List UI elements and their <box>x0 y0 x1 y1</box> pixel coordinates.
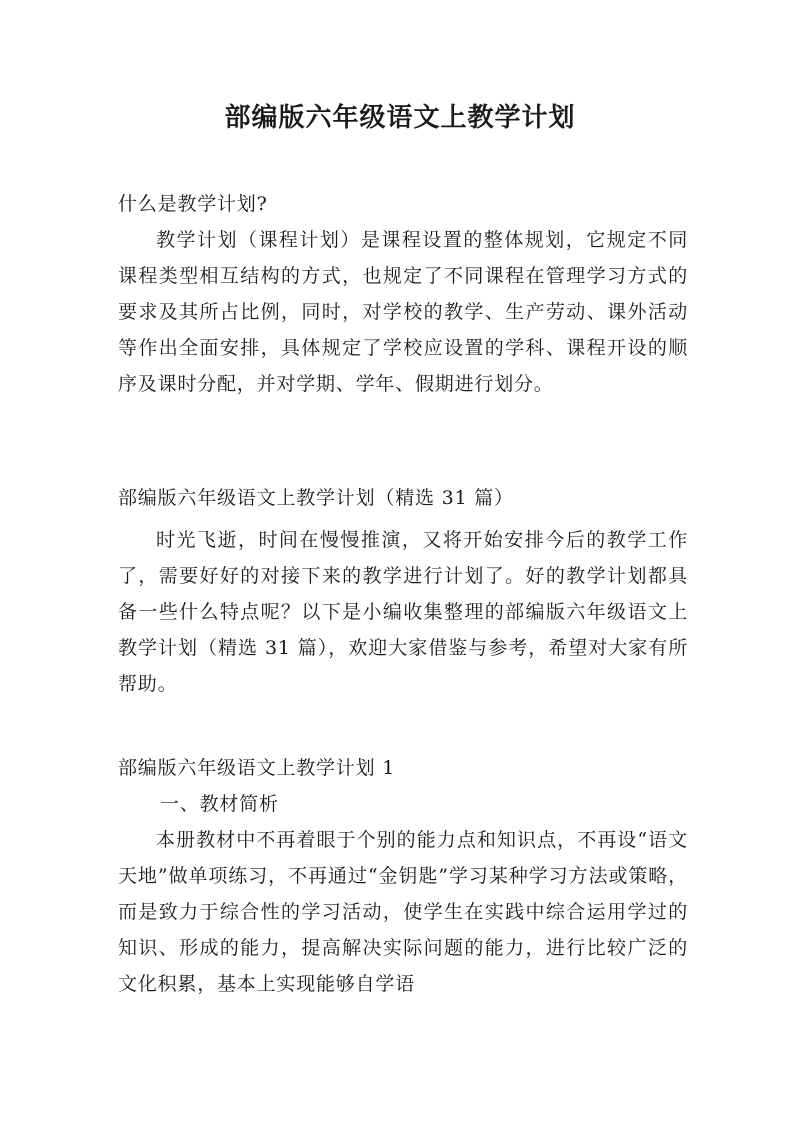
section-paragraph-selected-plans: 时光飞逝，时间在慢慢推演，又将开始安排今后的教学工作了，需要好好的对接下来的教学进行计划了。好的教学计划都具备一些什么特点呢？以下是小编收集整理的部编版六年级语文上教学计划（精选 31 篇），欢迎大家借鉴与参考，希望对大家有所帮助。 <box>118 529 688 695</box>
section-heading-plan-1: 部编版六年级语文上教学计划 1 <box>118 757 396 779</box>
section-heading-what-is-plan: 什么是教学计划? <box>118 193 268 215</box>
section-paragraph-textbook-analysis: 本册教材中不再着眼于个别的能力点和知识点，不再设“语文天地”做单项练习，不再通过“金钥匙”学习某种学习方法或策略，而是致力于综合性的学习活动，使学生在实践中综合运用学过的知识、形成的能力，提高解决实际问题的能力，进行比较广泛的文化积累，基本上实现能够自学语 <box>118 829 688 995</box>
section-subheading-textbook-analysis: 一、教材简析 <box>160 793 279 815</box>
section-paragraph-what-is-plan: 教学计划（课程计划）是课程设置的整体规划，它规定不同课程类型相互结构的方式，也规定了不同课程在管理学习方式的要求及其所占比例，同时，对学校的教学、生产劳动、课外活动等作出全面安排，具体规定了学校应设置的学科、课程开设的顺序及课时分配，并对学期、学年、假期进行划分。 <box>118 229 688 395</box>
document-title: 部编版六年级语文上教学计划 <box>224 103 576 133</box>
section-heading-selected-plans: 部编版六年级语文上教学计划（精选 31 篇） <box>118 487 514 509</box>
